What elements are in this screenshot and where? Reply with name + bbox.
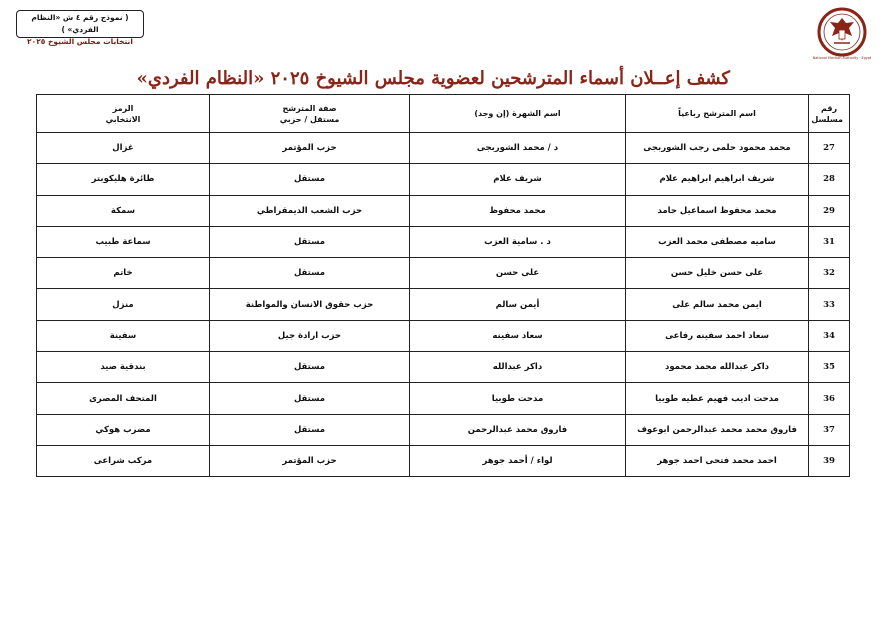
candidate-name-cell: محمد محمود حلمى رجب الشوربجى [626, 133, 809, 164]
logo-caption: National Election Authority · Egypt [812, 56, 872, 60]
serial-cell: 34 [809, 320, 850, 351]
fame-name-cell: على حسن [410, 258, 626, 289]
column-header-name: اسم المترشح رباعياً [626, 95, 809, 133]
candidate-name-cell: ايمن محمد سالم على [626, 289, 809, 320]
table-row [37, 445, 850, 476]
table-row [37, 414, 850, 445]
symbol-cell: سماعة طبيب [37, 226, 210, 257]
column-header-fame: اسم الشهرة (إن وجد) [410, 95, 626, 133]
table-header-row [37, 95, 850, 133]
page-title: كشف إعــلان أسماء المترشحين لعضوية مجلس الشيوخ ٢٠٢٥ «النظام الفردي» [136, 68, 730, 89]
status-cell: حزب المؤتمر [210, 445, 410, 476]
status-cell: مستقل [210, 226, 410, 257]
fame-name-cell: شريف علام [410, 164, 626, 195]
serial-cell: 29 [809, 195, 850, 226]
table-row [37, 383, 850, 414]
table-row [37, 164, 850, 195]
table-row [37, 289, 850, 320]
serial-cell: 28 [809, 164, 850, 195]
candidates-table [36, 94, 850, 477]
fame-name-cell: سعاد سفينه [410, 320, 626, 351]
candidate-name-cell: سعاد احمد سفينه رفاعى [626, 320, 809, 351]
symbol-cell: سفينة [37, 320, 210, 351]
candidate-name-cell: شريف ابراهيم ابراهيم علام [626, 164, 809, 195]
status-cell: مستقل [210, 414, 410, 445]
table-row [37, 320, 850, 351]
status-cell: مستقل [210, 258, 410, 289]
fame-name-cell: لواء / أحمد جوهر [410, 445, 626, 476]
form-number-box [16, 10, 144, 46]
fame-name-cell: داكر عبدالله [410, 352, 626, 383]
table-row [37, 195, 850, 226]
status-cell: مستقل [210, 352, 410, 383]
serial-cell: 31 [809, 226, 850, 257]
status-cell: حزب المؤتمر [210, 133, 410, 164]
candidate-name-cell: فاروق محمد محمد عبدالرحمن ابوعوف [626, 414, 809, 445]
candidate-name-cell: محمد محفوظ اسماعيل حامد [626, 195, 809, 226]
serial-cell: 37 [809, 414, 850, 445]
candidate-name-cell: ساميه مصطفى محمد العزب [626, 226, 809, 257]
serial-cell: 27 [809, 133, 850, 164]
form-number-label: ( نموذج رقم ٤ ش «النظام الفردي» ) [31, 13, 129, 34]
candidate-name-cell: مدحت اديب فهيم عطيه طوبيا [626, 383, 809, 414]
serial-cell: 32 [809, 258, 850, 289]
table-row [37, 258, 850, 289]
serial-cell: 33 [809, 289, 850, 320]
status-cell: مستقل [210, 383, 410, 414]
fame-name-cell: فاروق محمد عبدالرحمن [410, 414, 626, 445]
election-name-label: انتخابات مجلس الشيوخ ٢٠٢٥ [27, 37, 133, 46]
table-row [37, 226, 850, 257]
candidate-name-cell: على حسن خليل حسن [626, 258, 809, 289]
column-header-serial: رقم مسلسل [809, 95, 850, 133]
serial-cell: 36 [809, 383, 850, 414]
fame-name-cell: محمد محفوظ [410, 195, 626, 226]
symbol-cell: المتحف المصرى [37, 383, 210, 414]
fame-name-cell: أيمن سالم [410, 289, 626, 320]
fame-name-cell: مدحت طوبيا [410, 383, 626, 414]
column-header-status: صفة المترشح مستقل / حزبي [210, 95, 410, 133]
symbol-cell: بندقية صيد [37, 352, 210, 383]
symbol-cell: سمكة [37, 195, 210, 226]
status-cell: مستقل [210, 164, 410, 195]
status-cell: حزب حقوق الانسان والمواطنة [210, 289, 410, 320]
symbol-cell: غزال [37, 133, 210, 164]
serial-cell: 39 [809, 445, 850, 476]
table-row [37, 133, 850, 164]
fame-name-cell: د / محمد الشوربجى [410, 133, 626, 164]
symbol-cell: منزل [37, 289, 210, 320]
serial-cell: 35 [809, 352, 850, 383]
candidate-name-cell: احمد محمد فتحى احمد جوهر [626, 445, 809, 476]
symbol-cell: خاتم [37, 258, 210, 289]
fame-name-cell: د . سامية العزب [410, 226, 626, 257]
symbol-cell: مضرب هوكي [37, 414, 210, 445]
symbol-cell: طائرة هليكوبتر [37, 164, 210, 195]
election-authority-logo [808, 6, 872, 64]
candidate-name-cell: داكر عبدالله محمد محمود [626, 352, 809, 383]
column-header-symbol: الرمز الانتخابي [37, 95, 210, 133]
status-cell: حزب الشعب الديمقراطي [210, 195, 410, 226]
symbol-cell: مركب شراعى [37, 445, 210, 476]
table-row [37, 352, 850, 383]
status-cell: حزب ارادة جيل [210, 320, 410, 351]
